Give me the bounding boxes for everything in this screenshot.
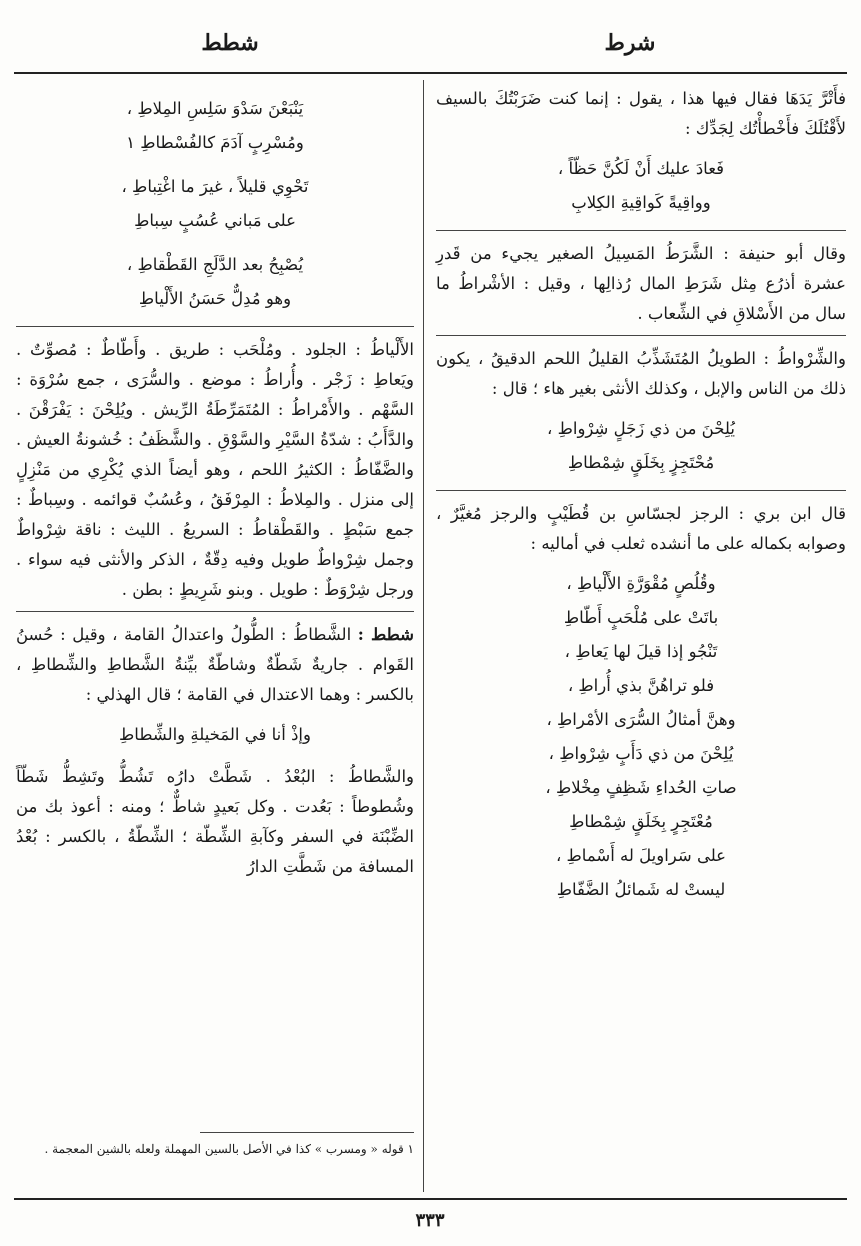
right-paragraph-1: فأَتْرَّ يَدَهَا فقال فيها هذا ، يقول : إنما كنت ضَرَبْتُكَ بالسيف لأَقْتُلَكَ فأَخْطأْتُك لِجَدِّك : bbox=[436, 89, 846, 138]
left-verse-1 bbox=[16, 92, 414, 160]
left-paragraph-2 bbox=[16, 620, 414, 710]
verse-line: ومُسْرِبٍ آدَمَ كالفُسْطاطِ ١ bbox=[126, 133, 304, 152]
section-separator bbox=[436, 335, 846, 336]
section-separator bbox=[16, 326, 414, 327]
column-divider bbox=[423, 80, 424, 1192]
left-column bbox=[16, 84, 414, 888]
right-verse-3 bbox=[436, 567, 846, 907]
verse-line: فَعادَ عليك أَنْ لَكُنَّ حَظّاً ، bbox=[557, 159, 725, 178]
left-verse-2 bbox=[16, 170, 414, 238]
verse-line: وواقِيةً كَواقِيةِ الكِلابِ bbox=[571, 193, 711, 212]
section-separator bbox=[16, 611, 414, 612]
verse-line: وهنَّ أمثالُ السُّرَى الأمْراطِ ، bbox=[546, 710, 736, 729]
right-column bbox=[436, 84, 846, 917]
verse-line: وقُلُصٍ مُقْوَرَّةِ الأَلْياطِ ، bbox=[566, 574, 716, 593]
left-paragraph-3: والشَّطاطُ : البُعْدُ . شَطَّتْ دارُه تَشُطُّ وتَشِطُّ شَطّاً وشُطوطاً : بَعُدت . وكل بَعيدٍ شاطٌّ ؛ ومنه : أعوذ بك من الضِّبْنَة في السفر وكآبةِ الشِّطّة ؛ الشِّطّةُ ، بالكسر : بُعْدُ المسافة من شَطَّتِ الدارُ bbox=[16, 767, 414, 876]
section-separator bbox=[436, 230, 846, 231]
header-right-title: شرط bbox=[604, 30, 656, 56]
verse-line: ليستْ له شَمائلُ الضَّفّاطِ bbox=[556, 880, 726, 899]
verse-line: صاتِ الحُداءِ شَظِفٍ مِخْلاطِ ، bbox=[545, 778, 737, 797]
verse-line: تَنْجُو إذا قيلَ لها يَعاطِ ، bbox=[564, 642, 718, 661]
verse-line: على مَباني عُسُبٍ سِباطِ bbox=[134, 211, 296, 230]
entry-text: الشَّطاطُ : الطُّولُ واعتدالُ القامة ، وقيل : حُسنُ القَوام . جاريةٌ شَطّةٌ وشاطّةٌ بيِّنةُ الشَّطاطِ والشِّطاطِ ، بالكسر : وهما الاعتدال في القامة ؛ قال الهذلي : bbox=[16, 625, 414, 704]
verse-line: وإذْ أنا في المَخيلةِ والشِّطاطِ bbox=[119, 725, 311, 744]
bottom-rule bbox=[14, 1198, 847, 1200]
left-verse-4 bbox=[16, 718, 414, 752]
page-number: ٣٣٣ bbox=[415, 1210, 445, 1231]
verse-line: باتَتْ على مُلْحَبٍ أَطّاطِ bbox=[563, 608, 719, 627]
left-paragraph-1: الأَلْياطُ : الجلود . ومُلْحَب : طريق . وأَطّاطٌ : مُصوِّتٌ . ويَعاطِ : زَجْر . وأُراطُ : موضع . والسُّرَى ، جمع سُرْوَة : السَّهْم . والأَمْراطُ : المُتَمَرِّطَةُ الرِّيش . ويُلِحْنَ : يَفْرَقْنَ . والدَّأَبُ : شدّةُ السَّيْرِ والسَّوْقِ . والشَّظَفُ : خُشونةُ العيش . والضَّفّاطُ : الكثيرُ اللحم ، وهو أيضاً الذي يُكْرِي من مَنْزِلٍ إلى منزل . والمِلاطُ : المِرْفَقُ ، وعُسُبٌ قوائمه . وسِباطٌ : جمع سَبْطٍ . والقَطْقاطُ : السريعُ . الليث : ناقة شِرْواطٌ وجمل شِرْواطٌ طويل وفيه دِقّةٌ ، الذكر والأنثى فيه سواء . ورجل شِرْوَطٌ : طويل . وبنو شَرِيطٍ : بطن . bbox=[16, 340, 414, 599]
verse-line: يُلِحْنَ من ذي زَجَلٍ شِرْواطِ ، bbox=[547, 419, 735, 438]
verse-line: على سَراويلَ له أَسْماطِ ، bbox=[555, 846, 727, 865]
right-paragraph-2: وقال أبو حنيفة : الشَّرَطُ المَسِيلُ الصغير يجيء من قَدرِ عشرة أذرُع مِثل شَرَطِ المال رُذالِها ، وقيل : الأشْراطُ ما سال من الأَسْلاقِ في الشِّعاب . bbox=[436, 244, 846, 323]
verse-line: مُعْتَجِرٍ بِخَلَقٍ شِمْطاطِ bbox=[569, 812, 713, 831]
entry-headword: شطط : bbox=[357, 625, 414, 644]
top-rule bbox=[14, 72, 847, 74]
verse-line: مُحْتَجِزٍ بِخَلَقٍ شِمْطاطِ bbox=[567, 453, 715, 472]
right-paragraph-4: قال ابن بري : الرجز لجسّاسِ بن قُطَيْبٍ والرجز مُغيَّرٌ ، وصوابه بكماله على ما أنشده ثعلب في أماليه : bbox=[436, 504, 846, 553]
verse-line: يُلِحْنَ من ذي دَأَبٍ شِرْواطِ ، bbox=[548, 744, 734, 763]
verse-line: يَنْبَعْنَ سَدْوَ سَلِسِ المِلاطِ ، bbox=[126, 99, 304, 118]
right-verse-1 bbox=[436, 152, 846, 220]
verse-line: وهو مُدِلٌّ حَسَنُ الأَلْياطِ bbox=[138, 289, 292, 308]
left-verse-3 bbox=[16, 248, 414, 316]
section-separator bbox=[436, 490, 846, 491]
header-left-title: شطط bbox=[201, 30, 259, 56]
right-verse-2 bbox=[436, 412, 846, 480]
verse-line: فلو تراهُنَّ بذي أُراطِ ، bbox=[567, 676, 715, 695]
right-paragraph-3: والشِّرْواطُ : الطويلُ المُتَشَذِّبُ القليلُ اللحم الدقيقُ ، يكون ذلك من الناس والإبل ، وكذلك الأنثى بغير هاء ؛ قال : bbox=[436, 349, 846, 398]
verse-line: يُصْبِحُ بعد الدَّلَجِ القَطْقاطِ ، bbox=[126, 255, 304, 274]
footnote: ١ قوله « ومسرب » كذا في الأصل بالسين المهملة ولعله بالشين المعجمة . bbox=[44, 1142, 414, 1156]
footnote-rule bbox=[200, 1132, 414, 1133]
verse-line: تَحْوِي قليلاً ، غيرَ ما اغْتِباطِ ، bbox=[121, 177, 309, 196]
